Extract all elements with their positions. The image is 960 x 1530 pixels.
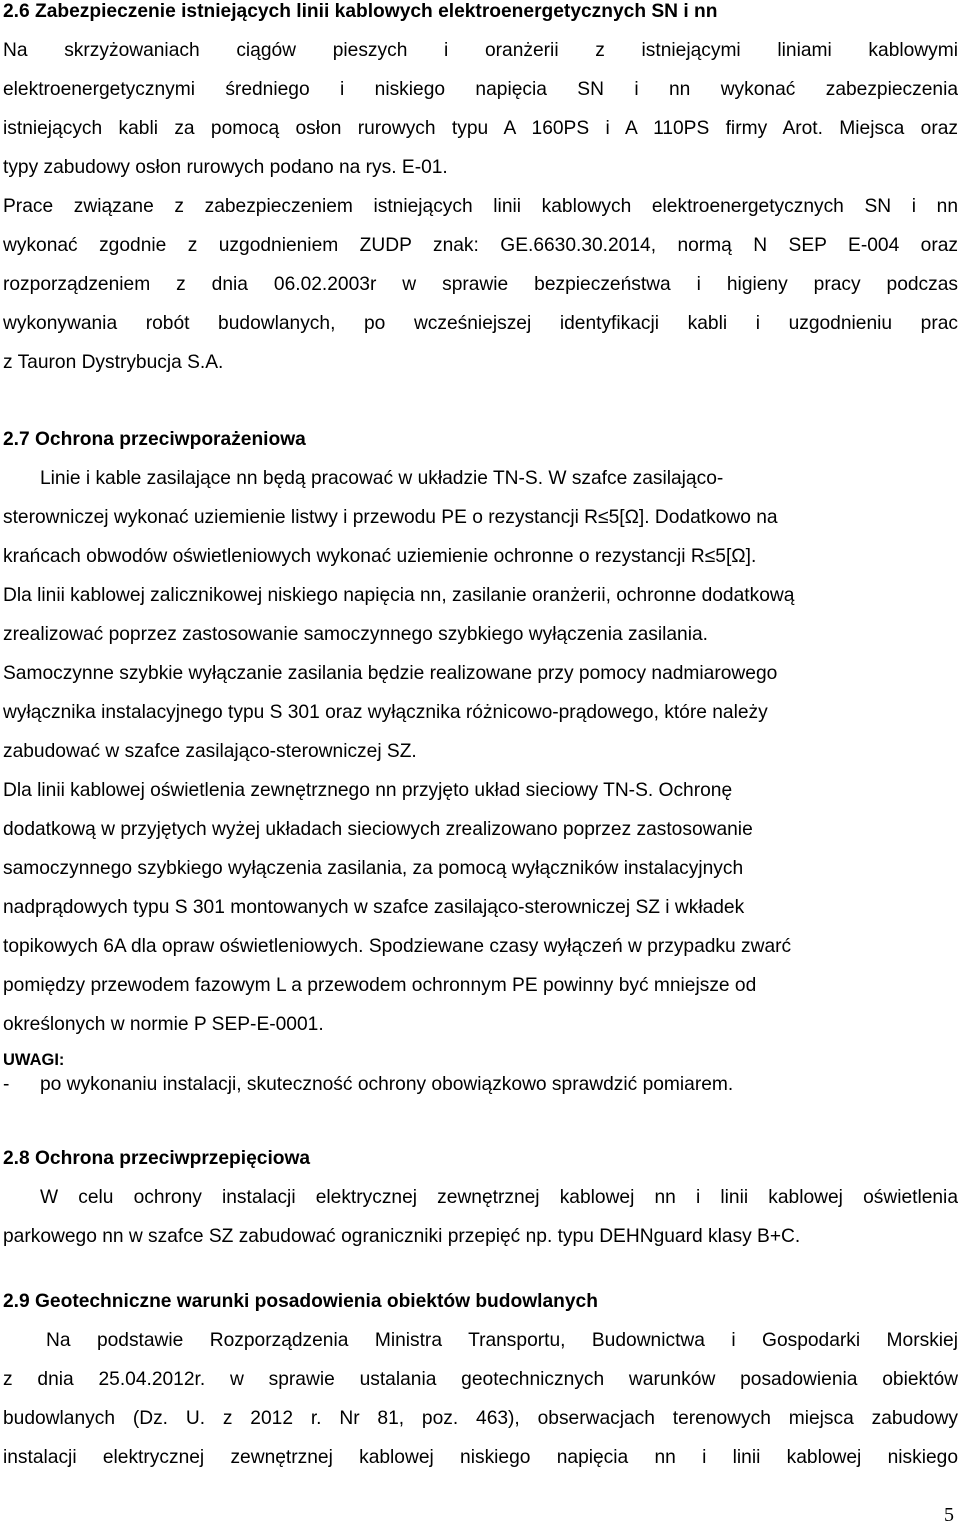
paragraph-line: Na podstawie Rozporządzenia Ministra Transportu, Budownictwa i Gospodarki Morskiej [46,1330,958,1351]
paragraph-line: z Tauron Dystrybucja S.A. [3,352,224,373]
paragraph-line: topikowych 6A dla opraw oświetleniowych. Spodziewane czasy wyłączeń w przypadku zwarć [3,936,792,957]
paragraph-line: typy zabudowy osłon rurowych podano na rys. E-01. [3,157,448,178]
page-number: 5 [944,1504,954,1526]
paragraph-line: wykonać zgodnie z uzgodnieniem ZUDP znak: GE.6630.30.2014, normą N SEP E-004 oraz [3,235,958,256]
paragraph-line: pomiędzy przewodem fazowym L a przewodem ochronnym PE powinny być mniejsze od [3,975,757,996]
paragraph-line: zrealizować poprzez zastosowanie samoczynnego szybkiego wyłączenia zasilania. [3,624,708,645]
paragraph-line: Dla linii kablowej oświetlenia zewnętrznego nn przyjęto układ sieciowy TN-S. Ochronę [3,780,733,801]
paragraph-line: nadprądowych typu S 301 montowanych w szafce zasilająco-sterowniczej SZ i wkładek [3,897,745,918]
section-heading-2-9: 2.9 Geotechniczne warunki posadowienia obiektów budowlanych [3,1291,598,1312]
paragraph-line: krańcach obwodów oświetleniowych wykonać uziemienie ochronne o rezystancji R≤5[Ω]. [3,546,757,567]
paragraph-line: istniejących kabli za pomocą osłon rurowych typu A 160PS i A 110PS firmy Arot. Miejsca oraz [3,118,958,139]
paragraph-line: Prace związane z zabezpieczeniem istniejących linii kablowych elektroenergetycznych SN i nn [3,196,958,217]
section-heading-2-8: 2.8 Ochrona przeciwprzepięciowa [3,1148,311,1169]
list-item: po wykonaniu instalacji, skuteczność ochrony obowiązkowo sprawdzić pomiarem. [40,1074,734,1095]
section-heading-2-6: 2.6 Zabezpieczenie istniejących linii kablowych elektroenergetycznych SN i nn [3,1,718,22]
paragraph-line: zabudować w szafce zasilająco-sterowniczej SZ. [3,741,417,762]
paragraph-line: parkowego nn w szafce SZ zabudować ograniczniki przepięć np. typu DEHNguard klasy B+C. [3,1226,801,1247]
paragraph-line: wykonywania robót budowlanych, po wcześniejszej identyfikacji kabli i uzgodnieniu prac [3,313,958,334]
list-bullet-dash: - [3,1074,10,1095]
paragraph-line: dodatkową w przyjętych wyżej układach sieciowych zrealizowano poprzez zastosowanie [3,819,753,840]
paragraph-line: W celu ochrony instalacji elektrycznej zewnętrznej kablowej nn i linii kablowej oświetlenia [40,1187,958,1208]
paragraph-line: Dla linii kablowej zalicznikowej niskiego napięcia nn, zasilanie oranżerii, ochronne dodatkową [3,585,795,606]
paragraph-line: Samoczynne szybkie wyłączanie zasilania będzie realizowane przy pomocy nadmiarowego [3,663,778,684]
uwagi-label: UWAGI: [3,1051,65,1069]
paragraph-line: sterowniczej wykonać uziemienie listwy i przewodu PE o rezystancji R≤5[Ω]. Dodatkowo na [3,507,778,528]
paragraph-line: określonych w normie P SEP-E-0001. [3,1014,324,1035]
paragraph-line: samoczynnego szybkiego wyłączenia zasilania, za pomocą wyłączników instalacyjnych [3,858,744,879]
paragraph-line: instalacji elektrycznej zewnętrznej kablowej niskiego napięcia nn i linii kablowej niskiego [3,1447,958,1468]
paragraph-line: elektroenergetycznymi średniego i niskiego napięcia SN i nn wykonać zabezpieczenia [3,79,958,100]
section-heading-2-7: 2.7 Ochrona przeciwporażeniowa [3,429,306,450]
paragraph-line: rozporządzeniem z dnia 06.02.2003r w sprawie bezpieczeństwa i higieny pracy podczas [3,274,958,295]
paragraph-line: Linie i kable zasilające nn będą pracować w układzie TN-S. W szafce zasilająco- [40,468,724,489]
paragraph-line: wyłącznika instalacyjnego typu S 301 oraz wyłącznika różnicowo-prądowego, które należy [3,702,768,723]
paragraph-line: z dnia 25.04.2012r. w sprawie ustalania geotechnicznych warunków posadowienia obiektów [3,1369,958,1390]
paragraph-line: Na skrzyżowaniach ciągów pieszych i oranżerii z istniejącymi liniami kablowymi [3,40,958,61]
paragraph-line: budowlanych (Dz. U. z 2012 r. Nr 81, poz. 463), obserwacjach terenowych miejsca zabudowy [3,1408,958,1429]
